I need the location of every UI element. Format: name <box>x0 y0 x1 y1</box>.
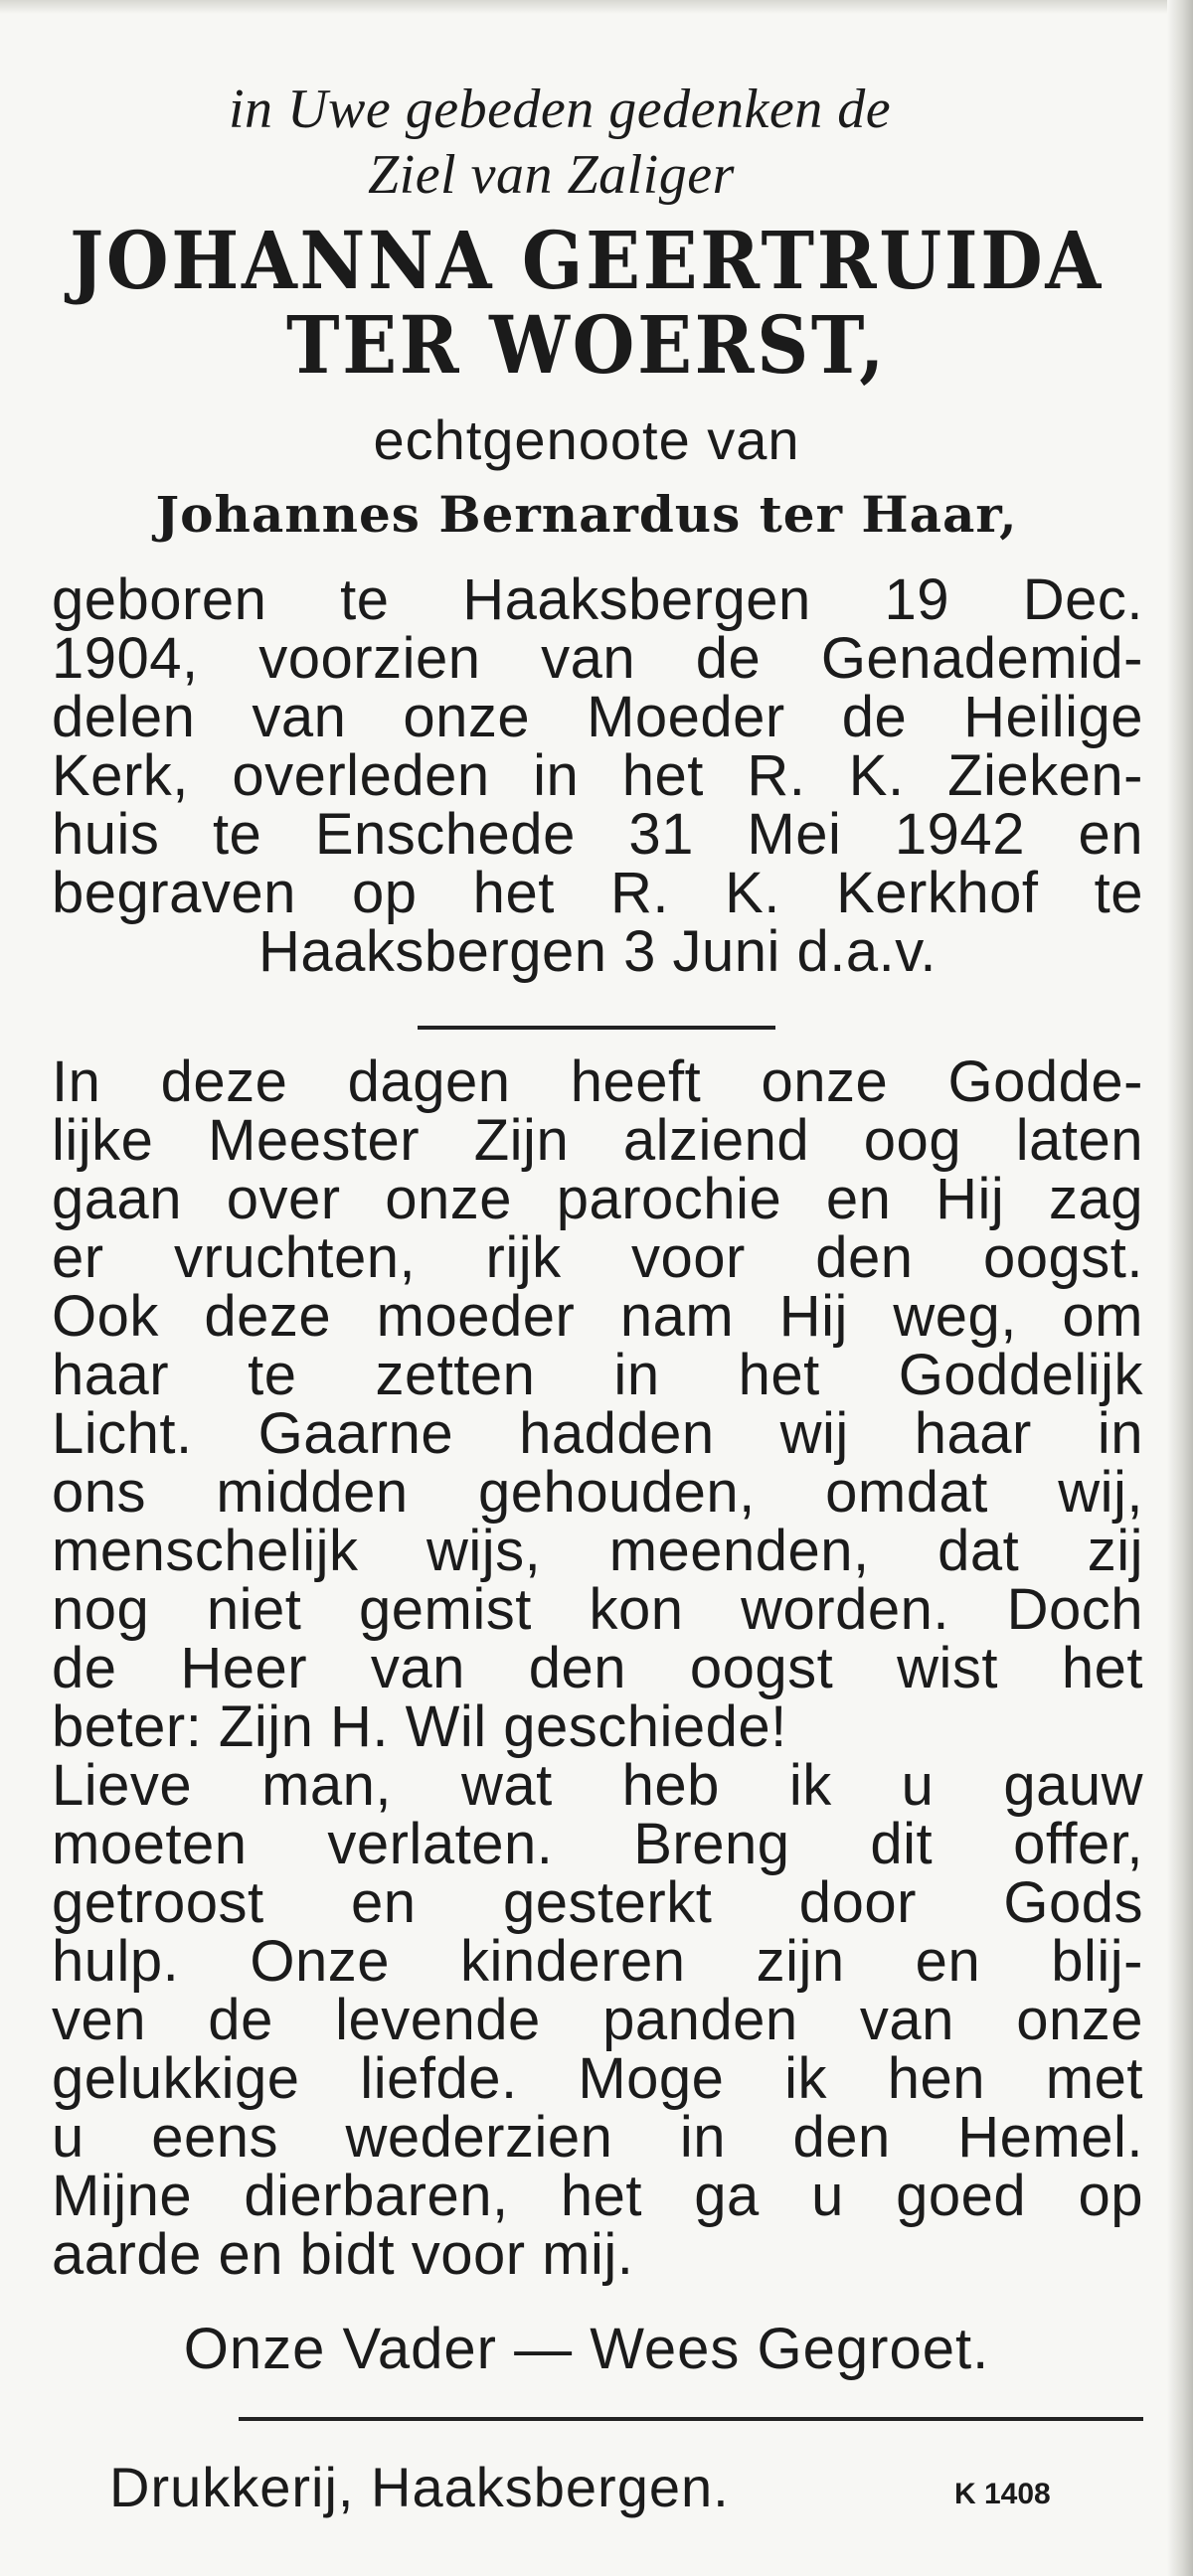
closing-prayer: Onze Vader — Wees Gegroet. <box>183 2317 990 2381</box>
biography-line: geboren te Haaksbergen 19 Dec. <box>52 567 1143 632</box>
reflection-line: Lieve man, wat heb ik u gauw <box>52 1753 1143 1818</box>
biography-line: 1904, voorzien van de Genademid- <box>52 626 1143 691</box>
deceased-first-names: JOHANNA GEERTRUIDA <box>70 214 1104 307</box>
reflection-line: hulp. Onze kinderen zijn en blij- <box>52 1929 1143 1994</box>
biography-line: delen van onze Moeder de Heilige <box>52 685 1143 749</box>
reflection-line: In deze dagen heeft onze Godde- <box>52 1049 1143 1114</box>
biography-line: Kerk, overleden in het R. K. Zieken- <box>52 743 1143 808</box>
spouse-name: Johannes Bernardus ter Haar, <box>155 485 1018 544</box>
reflection-line: Licht. Gaarne hadden wij haar in <box>52 1401 1143 1466</box>
reflection-line: aarde en bidt voor mij. <box>52 2222 634 2287</box>
reflection-line: nog niet gemist kon worden. Doch <box>52 1577 1143 1642</box>
reflection-line: Mijne dierbaren, het ga u goed op <box>52 2164 1143 2228</box>
reflection-line: lijke Meester Zijn alziend oog laten <box>52 1108 1143 1173</box>
reflection-line: ven de levende panden van onze <box>52 1988 1143 2052</box>
section-divider <box>418 1026 775 1030</box>
biography-line: huis te Enschede 31 Mei 1942 en <box>52 802 1143 867</box>
reflection-line: haar te zetten in het Goddelijk <box>52 1343 1143 1407</box>
reflection-line: u eens wederzien in den Hemel. <box>52 2105 1143 2170</box>
reflection-line: er vruchten, rijk voor den oogst. <box>52 1225 1143 1290</box>
reflection-line: moeten verlaten. Breng dit offer, <box>52 1812 1143 1876</box>
footer-divider <box>239 2417 1143 2421</box>
reflection-line: de Heer van den oogst wist het <box>52 1636 1143 1700</box>
biography-line: Haaksbergen 3 Juni d.a.v. <box>257 919 937 984</box>
print-code: K 1408 <box>954 2478 1051 2510</box>
paper-edge-right <box>1167 0 1193 2576</box>
spouse-label: echtgenoote van <box>373 408 800 471</box>
paper-edge-top <box>0 0 1193 14</box>
reflection-line: beter: Zijn H. Wil geschiede! <box>52 1694 787 1759</box>
printer-imprint: Drukkerij, Haaksbergen. <box>109 2456 730 2518</box>
reflection-line: getroost en gesterkt door Gods <box>52 1870 1143 1935</box>
reflection-line: gaan over onze parochie en Hij zag <box>52 1167 1143 1231</box>
reflection-line: Ook deze moeder nam Hij weg, om <box>52 1284 1143 1349</box>
intro-line-2: Ziel van Zaliger <box>368 144 735 206</box>
deceased-surname: TER WOERST, <box>285 298 888 392</box>
reflection-line: ons midden gehouden, omdat wij, <box>52 1460 1143 1525</box>
biography-line: begraven op het R. K. Kerkhof te <box>52 861 1143 925</box>
intro-line-1: in Uwe gebeden gedenken de <box>229 79 892 140</box>
reflection-line: gelukkige liefde. Moge ik hen met <box>52 2046 1143 2111</box>
reflection-line: menschelijk wijs, meenden, dat zij <box>52 1519 1143 1583</box>
